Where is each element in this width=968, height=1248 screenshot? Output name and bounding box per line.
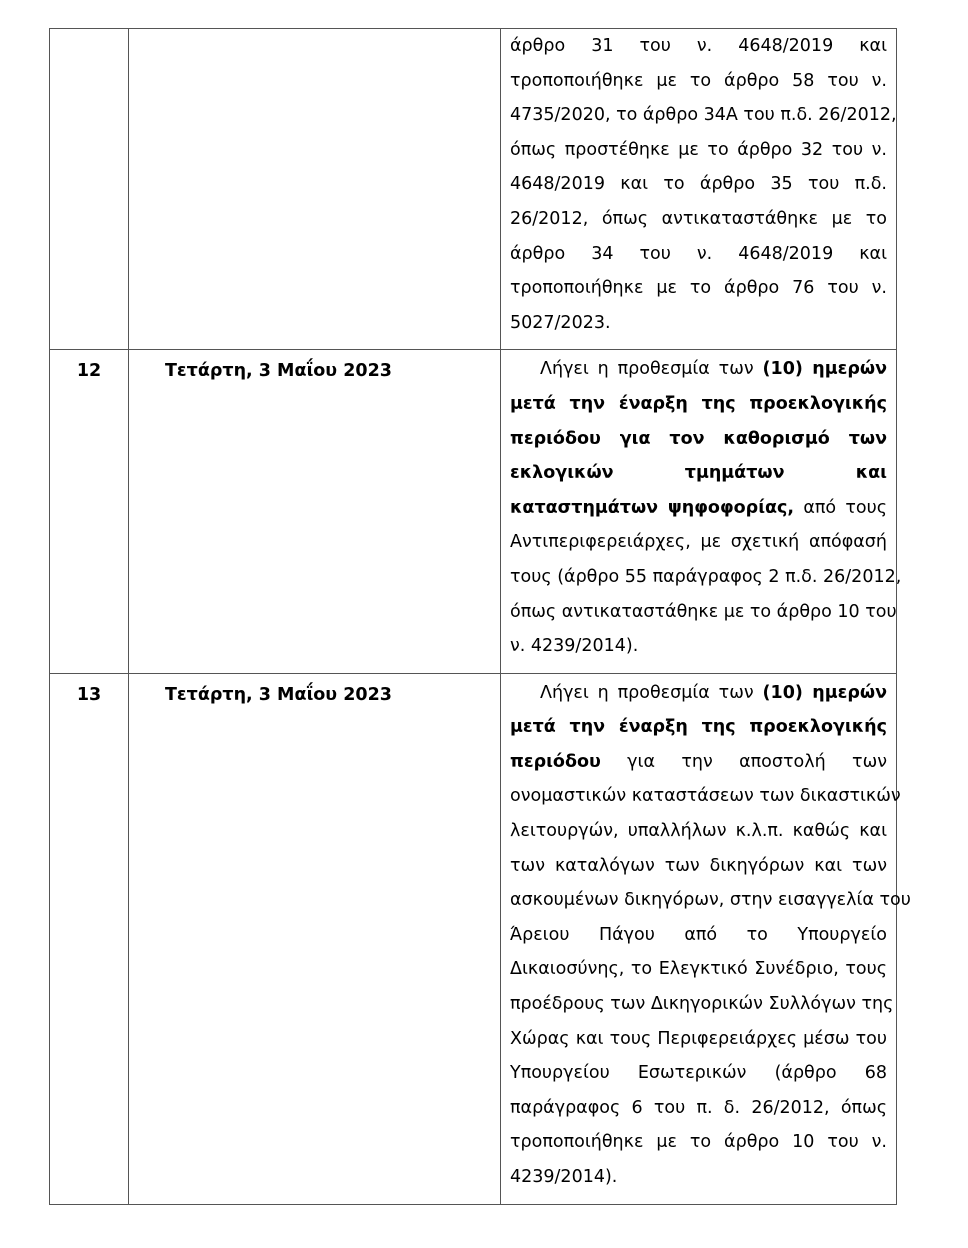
text: για την αποστολή των (600, 751, 887, 772)
description-line (510, 422, 887, 457)
row-number (50, 29, 129, 350)
description-line (510, 987, 894, 1022)
text: τροποποιήθηκε με το άρθρο 58 του ν. (510, 70, 887, 91)
description-line (510, 491, 887, 526)
text: 26/2012, όπως αντικαταστάθηκε με το (510, 208, 887, 229)
description-line (510, 271, 887, 306)
description-line (510, 629, 887, 664)
text: Χώρας και τους Περιφερειάρχες μέσω του (510, 1028, 887, 1049)
table-row (50, 673, 897, 1204)
description-line (510, 918, 887, 953)
text: Λήγει η προθεσμία των (540, 359, 763, 380)
text: όπως προστέθηκε με το άρθρο 32 του ν. (510, 139, 887, 160)
description-line (510, 1160, 887, 1195)
description-line (510, 1125, 887, 1160)
description-line (510, 1022, 887, 1057)
text: Λήγει η προθεσμία των (540, 682, 763, 703)
bold-text: καταστημάτων ψηφοφορίας, (510, 497, 795, 518)
description-line (510, 1091, 887, 1126)
text: ασκουμένων δικηγόρων, στην εισαγγελία του (510, 890, 911, 911)
text: ν. 4239/2014). (510, 636, 639, 657)
description-line (510, 560, 902, 595)
description-line (510, 710, 887, 745)
description-line (510, 64, 887, 99)
description-line (510, 387, 887, 422)
row-date: Τετάρτη, 3 Μαΐου 2023 (129, 673, 501, 1204)
description-line (510, 676, 887, 711)
description-line (510, 779, 901, 814)
row-date: Τετάρτη, 3 Μαΐου 2023 (129, 350, 501, 673)
description-line (510, 98, 897, 133)
description-line (510, 237, 887, 272)
bold-text: (10) ημερών (762, 682, 887, 703)
description-line (510, 29, 887, 64)
row-description (501, 29, 897, 350)
deadlines-table (49, 28, 911, 1205)
description-line (510, 306, 887, 341)
description-line (510, 745, 887, 780)
text: τροποποιήθηκε με το άρθρο 10 του ν. (510, 1132, 887, 1153)
text: 4239/2014). (510, 1167, 618, 1187)
bold-text: μετά την έναρξη της προεκλογικής (510, 717, 887, 738)
text: Υπουργείου Εσωτερικών (άρθρο 68 (510, 1063, 887, 1084)
description-line (510, 595, 897, 630)
table-row (50, 29, 897, 350)
text: λειτουργών, υπαλλήλων κ.λ.π. καθώς και (510, 821, 887, 842)
bold-text: (10) ημερών (762, 359, 887, 380)
description-line (510, 352, 887, 387)
text: των καταλόγων των δικηγόρων και των (510, 855, 887, 876)
text: από τους (794, 497, 888, 518)
description-line (510, 1056, 887, 1091)
bold-text: εκλογικών τμημάτων και (510, 463, 887, 484)
bold-text: περιόδου για τον καθορισμό των (510, 428, 887, 449)
bold-text: μετά την έναρξη της προεκλογικής (510, 393, 887, 414)
description-line (510, 952, 887, 987)
table-row (50, 350, 897, 673)
description-line (510, 133, 887, 168)
text: Άρειου Πάγου από το Υπουργείο (510, 924, 887, 945)
row-number: 12 (50, 350, 129, 673)
description-line (510, 202, 887, 237)
text: παράγραφος 6 του π. δ. 26/2012, όπως (510, 1097, 887, 1118)
row-date (129, 29, 501, 350)
text: τους (άρθρο 55 παράγραφος 2 π.δ. 26/2012, (510, 566, 902, 587)
text: ονομαστικών καταστάσεων των δικαστικών (510, 786, 901, 807)
row-description (501, 350, 902, 673)
text: 5027/2023. (510, 312, 611, 333)
description-line (510, 456, 887, 491)
text: 4648/2019 και το άρθρο 35 του π.δ. (510, 174, 887, 195)
row-number: 13 (50, 673, 129, 1204)
description-line (510, 525, 887, 560)
bold-text: περιόδου (510, 751, 601, 772)
text: προέδρους των Δικηγορικών Συλλόγων της (510, 994, 894, 1015)
description-line (510, 883, 911, 918)
row-description (501, 673, 911, 1204)
text: Αντιπεριφερειάρχες, με σχετική απόφασή (510, 532, 887, 553)
description-line (510, 167, 887, 202)
text: όπως αντικαταστάθηκε με το άρθρο 10 του (510, 601, 897, 622)
text: τροποποιήθηκε με το άρθρο 76 του ν. (510, 278, 887, 299)
description-line (510, 849, 887, 884)
text: Δικαιοσύνης, το Ελεγκτικό Συνέδριο, τους (510, 959, 887, 980)
text: άρθρο 31 του ν. 4648/2019 και (510, 36, 887, 56)
description-line (510, 814, 887, 849)
text: άρθρο 34 του ν. 4648/2019 και (510, 243, 887, 264)
text: 4735/2020, το άρθρο 34Α του π.δ. 26/2012, (510, 105, 897, 126)
